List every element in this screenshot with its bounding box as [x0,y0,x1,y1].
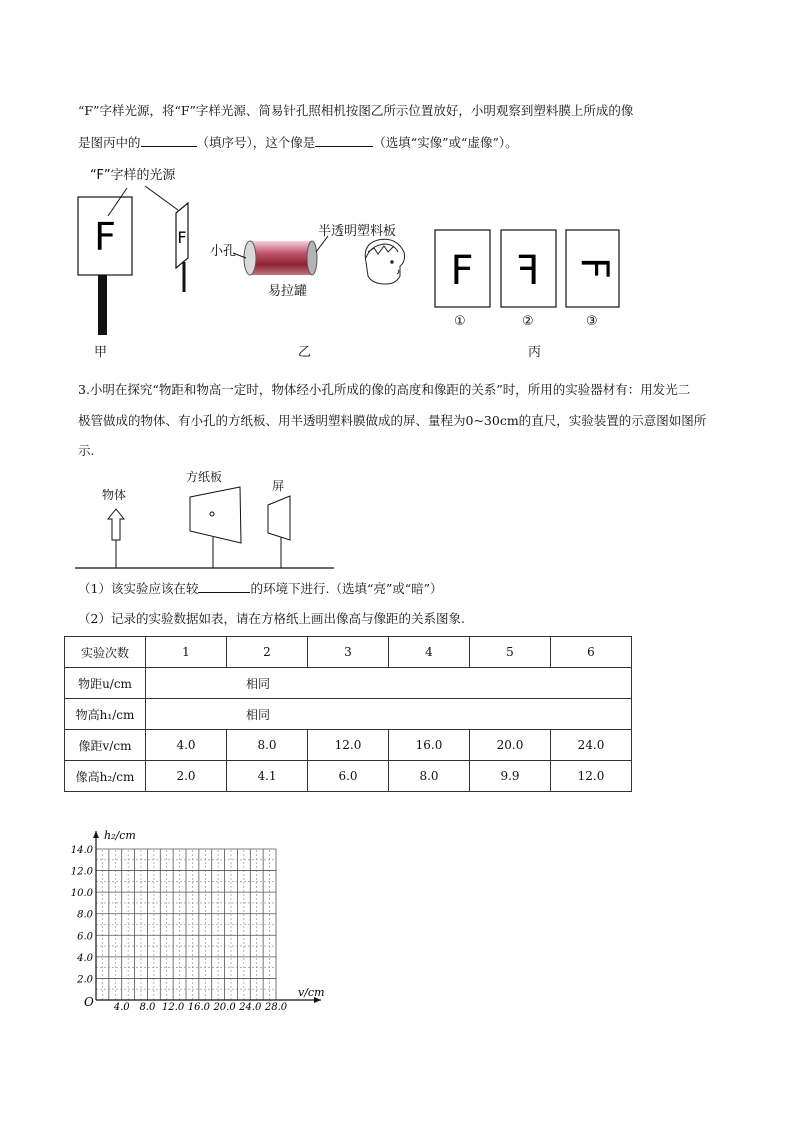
value-cell: 2.0 [146,761,227,792]
y-axis-arrow [93,831,99,838]
q3-line2: 极管做成的物体、有小孔的方纸板、用半透明塑料膜做成的屏、量程为0~30cm的直尺，实验装置的示意图如图所 [78,413,707,428]
x-tick-label: 4.0 [113,1002,130,1013]
caption-jia: 甲 [94,345,108,360]
x-tick-label: 28.0 [264,1002,288,1013]
merged-cell: 相同 [146,699,632,730]
object-label: 物体 [102,488,127,502]
option-2-letter-mirrored: F [516,248,540,294]
square-board-label: 方纸板 [186,470,223,484]
y-tick-label: 8.0 [77,909,93,921]
sub1-text-a: （1）该实验应该在较 [78,581,199,596]
y-tick-label: 6.0 [77,931,93,943]
hole-label: 小孔 [210,244,237,259]
trial-cell: 2 [227,637,308,668]
value-cell: 8.0 [227,730,308,761]
x-tick-label: 20.0 [213,1002,236,1013]
x-tick-label: 8.0 [139,1002,156,1013]
y-tick-label: 10.0 [70,888,93,900]
screen-label: 半透明塑料板 [318,224,397,239]
x-axis-label: v/cm [298,986,325,999]
sub-question-2: （2）记录的实验数据如表，请在方格纸上画出像高与像距的关系图象. [78,611,465,626]
header-label: 实验次数 [65,637,146,668]
screen-label-fig2: 屏 [272,479,285,493]
x-tick-label: 12.0 [162,1002,185,1013]
value-cell: 9.9 [470,761,551,792]
trial-cell: 1 [146,637,227,668]
option-3-letter-rotated: F [572,257,617,279]
trial-cell: 5 [470,637,551,668]
option-3-label: ③ [586,314,598,329]
y-tick-label: 4.0 [77,952,93,964]
q3-line1: 3.小明在探究“物距和物高一定时，物体经小孔所成的像的高度和像距的关系”时，所用的实验器材有：用发光二 [78,382,691,397]
value-cell: 6.0 [308,761,389,792]
x-tick-label: 24.0 [239,1002,262,1013]
y-axis-label: h₂/cm [104,829,136,842]
y-tick-label: 14.0 [70,845,93,856]
trial-cell: 6 [551,637,632,668]
value-cell: 4.1 [227,761,308,792]
option-1-letter: F [450,248,474,294]
trial-cell: 3 [308,637,389,668]
option-2-label: ② [522,314,534,329]
row-label: 物高h₁/cm [65,699,146,730]
q2-text-part-b: （填序号），这个像是 [196,135,316,150]
origin-label: O [84,995,94,1009]
merged-cell: 相同 [146,668,632,699]
sub1-text-b: 的环境下进行.（选填“亮”或“暗”） [250,581,443,596]
value-cell: 16.0 [389,730,470,761]
q2-text-part-c: （选填“实像”或“虚像”）。 [373,135,518,150]
value-cell: 20.0 [470,730,551,761]
row-label: 像距v/cm [65,730,146,761]
option-1-label: ① [454,314,466,329]
can-label: 易拉罐 [268,284,308,299]
board-letter-f: F [94,215,116,259]
q2-text-part-a: 是图丙中的 [78,135,141,150]
y-tick-label: 12.0 [70,866,93,878]
value-cell: 24.0 [551,730,632,761]
trial-cell: 4 [389,637,470,668]
x-tick-label: 16.0 [187,1002,210,1013]
row-label: 像高h₂/cm [65,761,146,792]
q2-intro-line1: “F”字样光源，将“F”字样光源、简易针孔照相机按图乙所示位置放好，小明观察到塑料膜上所成的像 [78,103,634,118]
caption-bing: 丙 [528,345,542,360]
light-source-label: “F”字样的光源 [90,168,176,183]
row-label: 物距u/cm [65,668,146,699]
small-letter-f: F [177,228,187,247]
y-tick-label: 2.0 [77,974,93,986]
value-cell: 8.0 [389,761,470,792]
value-cell: 12.0 [308,730,389,761]
value-cell: 12.0 [551,761,632,792]
q3-line3: 示. [78,443,95,458]
caption-yi: 乙 [298,345,312,360]
value-cell: 4.0 [146,730,227,761]
